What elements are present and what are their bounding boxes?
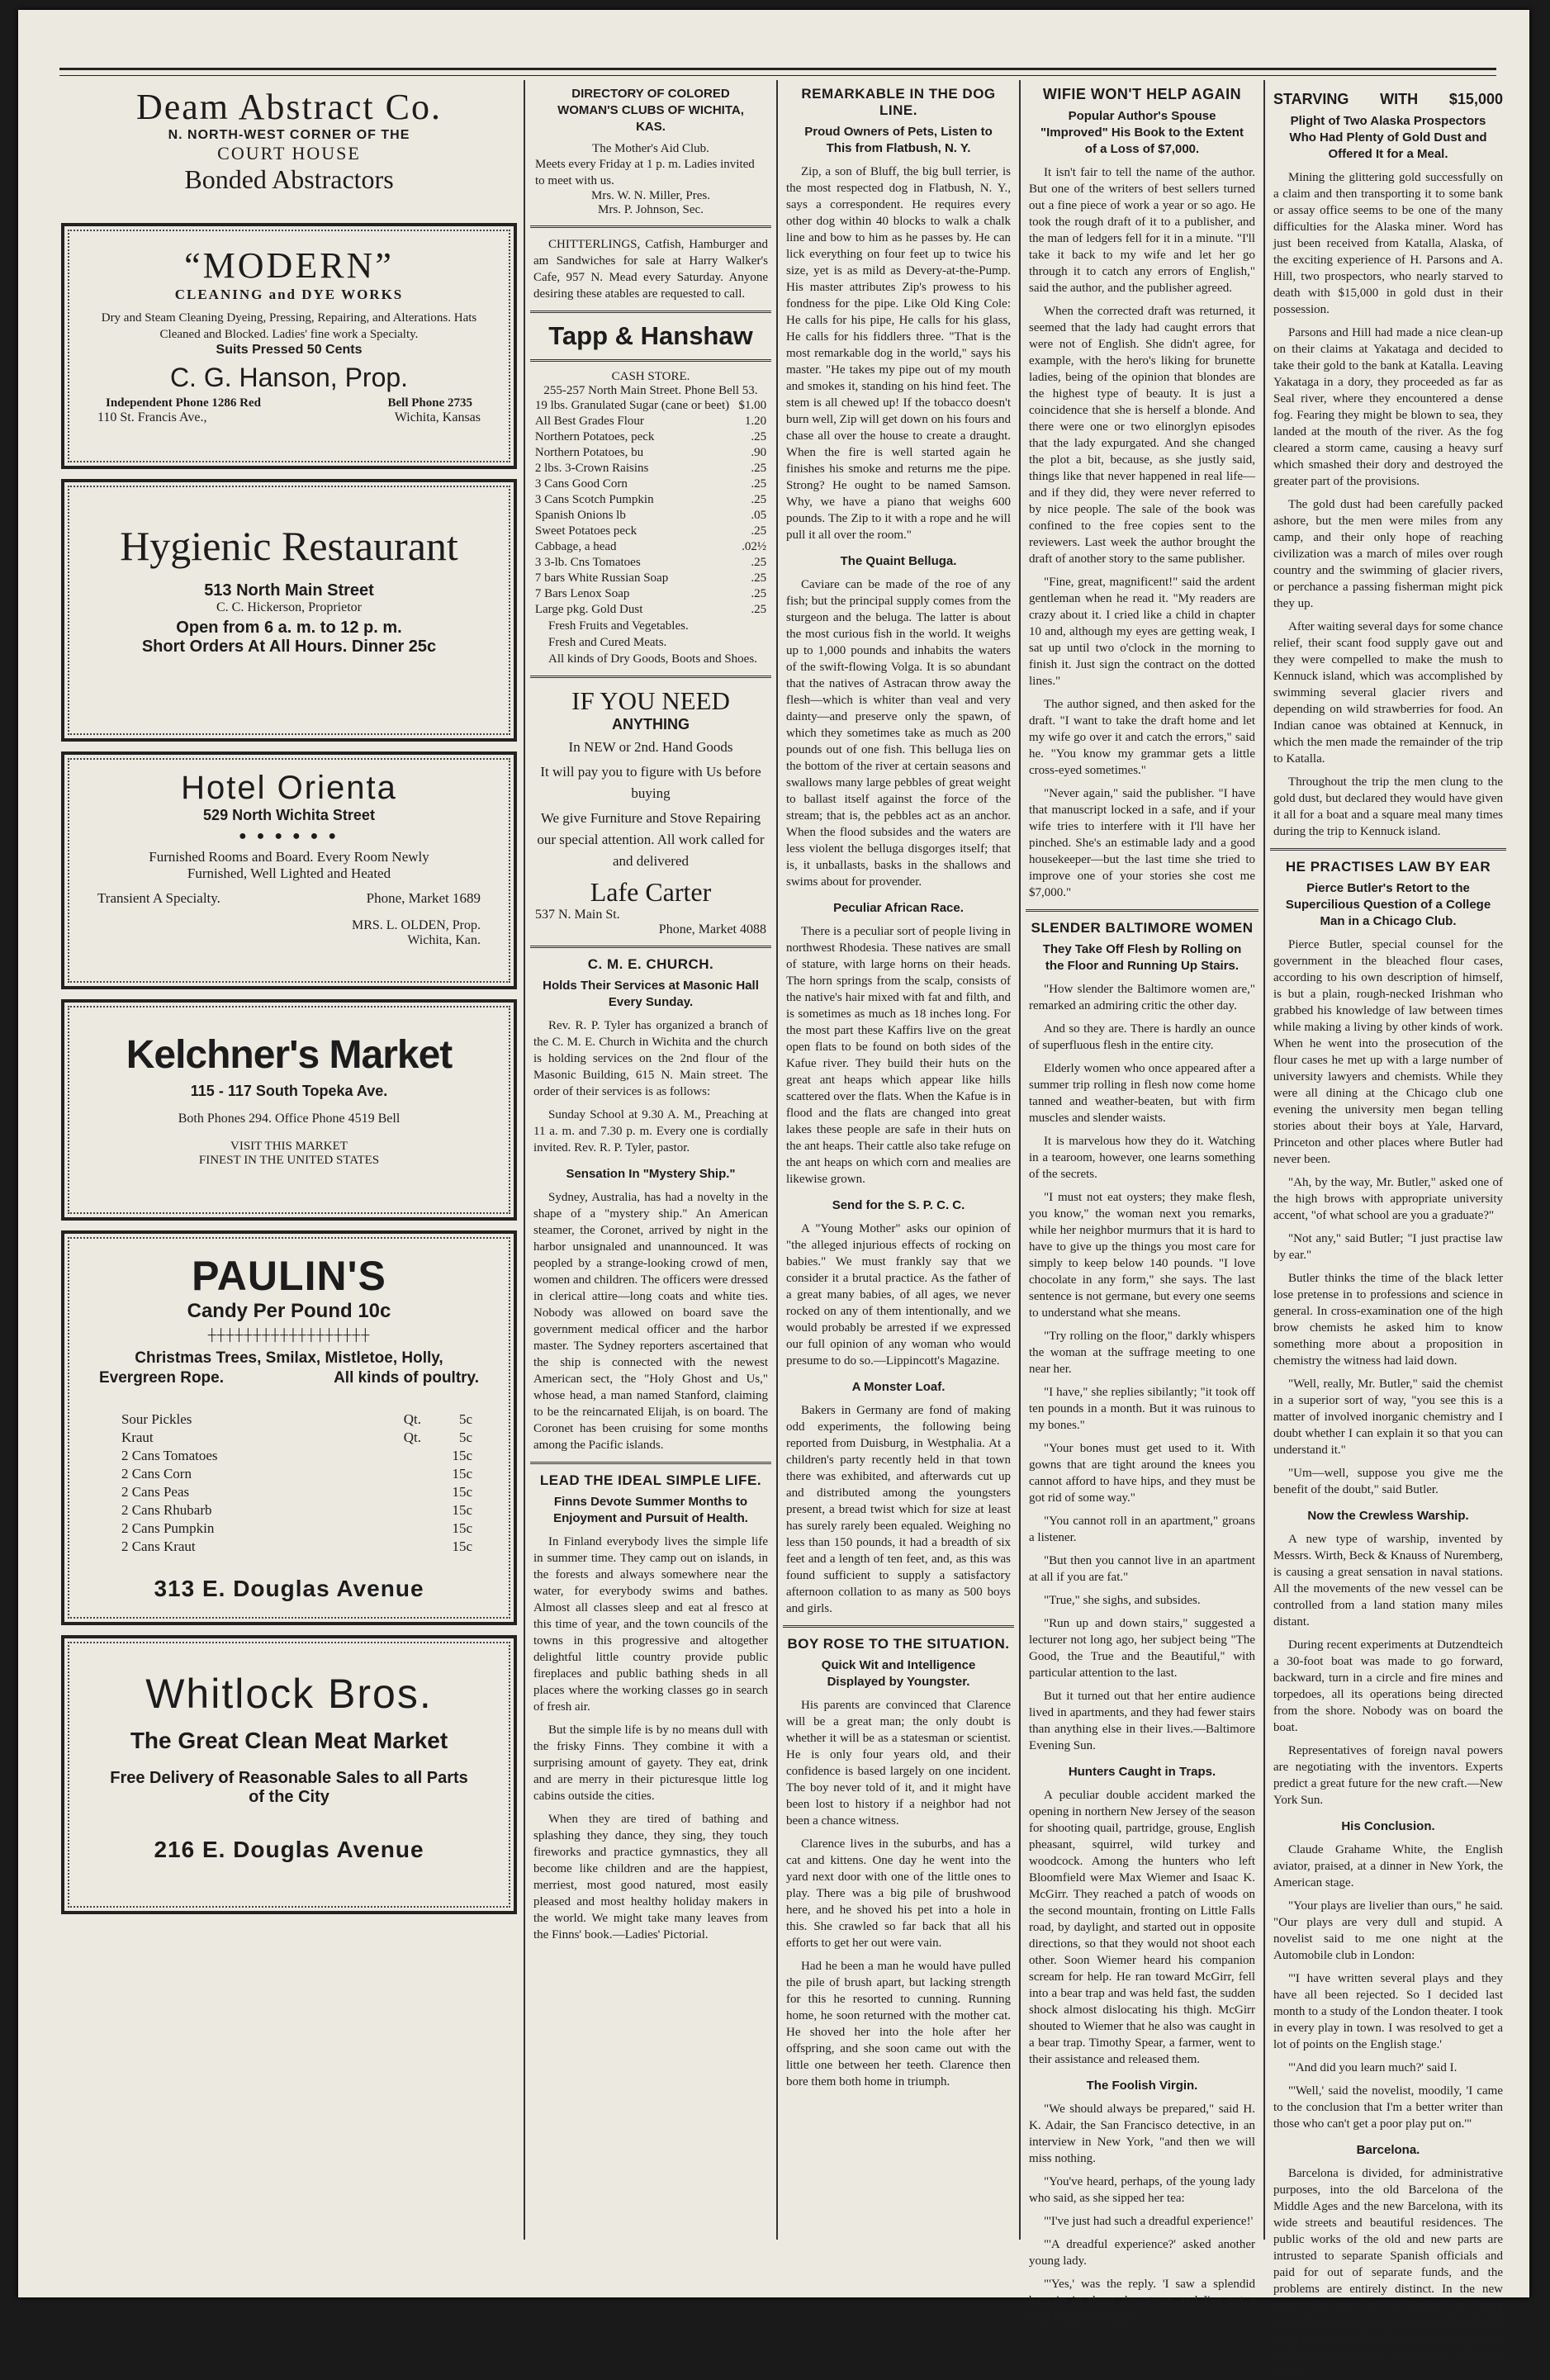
ad-text: Free Delivery of Reasonable Sales to all Parts [110, 1769, 468, 1787]
item-name: Kraut [121, 1429, 154, 1445]
item-name: Large pkg. Gold Dust [534, 603, 643, 616]
item-price: 5c [458, 1429, 473, 1445]
ad-title: Kelchner's Market [126, 1033, 453, 1077]
item-price: $1.00 [738, 399, 767, 412]
column-divider [776, 80, 778, 2240]
item-name: Cabbage, a head [534, 540, 617, 553]
article-subhead: Plight of Two Alaska Prospectors Who Had Plenty of Gold Dust and Offered It for a Meal. [1289, 114, 1487, 161]
item-price: .25 [751, 587, 767, 600]
ad-text: Short Orders At All Hours. Dinner 25c [141, 638, 437, 656]
item-name: 2 Cans Pumpkin [121, 1520, 215, 1536]
column-2 [530, 84, 771, 2248]
article-body: "'Yes,' was the reply. 'I saw a splendid bargain in shoes downtown and I've got a hole in my stocking.'" [1029, 2278, 1255, 2324]
item-name: Northern Potatoes, peck [534, 430, 655, 443]
article-body: "Well, really, Mr. Butler," said the chemist in a superior sort of way, "you see this is a matter of involved inorganic chemistry and I doubt whether I can explain it so that you can understand it." [1273, 1377, 1503, 1457]
ad-text: Fresh and Cured Meats. [548, 636, 667, 649]
article-body: "'I've just had such a dreadful experience!' [1044, 2215, 1254, 2228]
item-price: 5c [458, 1411, 473, 1427]
article-body: Zip, a son of Bluff, the big bull terrier, is the most respected dog in Flatbush, N. Y., says a correspondent. He requires every other dog within 40 blocks to walk a chalk line and bow to him as he passes by. He can lick everything on four feet up to twice his size, yet is as mild as Devery-at-the-Pump. His master attributes Zip's prowess to his fondness for the pipe. Like Old King Cole: He calls for his pipe, He calls for his glass, He calls for his fiddlers three. "That is the most remarkable dog in the world," says his master. "He takes my pipe out of my mouth and smokes it, standing on his hind feet. The stem is all chewed up! If the tobacco doesn't burn well, Zip will get down on his fours and chase all over the house to create a draught. When the fire is well started again he finishes his smoke and returns me the pipe. Strong? He ought to be named Samson. Why, we have a piano that weighs 600 pounds. The Zip to it with a rope and he will pull it all over the room." [786, 165, 1011, 542]
price-row [105, 1483, 473, 1501]
article-headline: Barcelona. [1356, 2143, 1420, 2157]
article-body: A new type of warship, invented by Messrs. Wirth, Beck & Knauss of Nuremberg, is causing a great sensation in naval stations. All the movements of the new vessel can be controlled from a land station many miles distant. [1273, 1533, 1503, 1629]
price-row [105, 1520, 473, 1538]
item-name: 2 Cans Rhubarb [121, 1502, 212, 1518]
ad-subtitle: Candy Per Pound 10c [187, 1300, 391, 1322]
item-price: .25 [751, 571, 767, 585]
column-5 [1270, 84, 1506, 2378]
article-body: Throughout the trip the men clung to the gold dust, but declared they would have given it all for a boat and a square meal many times during the trip to Kennuck island. [1273, 775, 1503, 838]
deam-abstract-ad [61, 84, 517, 208]
article-body: It isn't fair to tell the name of the author. But one of the writers of best sellers turned out a fine piece of work a year or so ago. He took the rough draft of it to a publisher, and the man of ledgers fell for it in a minute. "I'll take it back to my wife and let her go through it to catch any errors of English," said the author, and the publisher agreed. [1029, 166, 1255, 295]
item-price: .25 [751, 493, 767, 506]
article-body: After waiting several days for some chance relief, their scant food supply gave out and they were compelled to make the mush to Kennuck island, which was accomplished by swimming several glacier rivers and depending on wild strawberries for food. An Indian canoe was obtained at Kennuck, in which the men made the remainder of the trip to Katalla. [1273, 620, 1503, 766]
price-list [535, 398, 766, 618]
article-subhead: They Take Off Flesh by Rolling on the Floor and Running Up Stairs. [1042, 942, 1242, 973]
ad-proprietor: MRS. L. OLDEN, Prop. [351, 918, 481, 932]
ad-text: Fresh Fruits and Vegetables. [548, 619, 689, 633]
article-body: Elderly women who once appeared after a summer trip rolling in flesh now come home tanned and weather-beaten, but with firm muscles and slender waists. [1029, 1062, 1255, 1125]
item-unit [371, 1447, 422, 1465]
article-subhead: Popular Author's Spouse "Improved" His Book to the Extent of a Loss of $7,000. [1040, 109, 1244, 156]
price-row [105, 1447, 473, 1465]
price-row [535, 476, 766, 492]
item-price: 15c [452, 1538, 473, 1554]
price-row [105, 1465, 473, 1483]
article-headline: C. M. E. CHURCH. [587, 956, 714, 972]
article-headline: The Foolish Virgin. [1086, 2079, 1198, 2093]
article-body: Clarence lives in the suburbs, and has a cat and kittens. One day he went into the yard next door with one of the little ones to play. There was a big pile of brushwood here, and he shoved his pet into a hole in this. She crawled so far back that all his efforts to get her out were vain. [786, 1837, 1011, 1950]
article-body: It is marvelous how they do it. Watching in a tearoom, however, one learns something of the secrets. [1029, 1135, 1255, 1181]
article-body: When they are tired of bathing and splashing they dance, they sing, they touch fireworks and practice gymnastics, they all become like children and are the happiest, merriest, most good natured, most easily pleased and most healthy holiday makers in the world. We might take many leaves from the Finns' book.—Ladies' Pictorial. [533, 1813, 768, 1941]
item-price: .02½ [742, 540, 767, 553]
ad-title: Hotel Orienta [181, 770, 397, 806]
ad-phone: Bell Phone 2735 [387, 396, 472, 410]
article-body: "'I have written several plays and they have all been rejected. So I decided last month to a study of the London theater. I took in every play in town. I was resolved to get a lot of points on the English stage.' [1273, 1972, 1503, 2051]
article-body: "Fine, great, magnificent!" said the ardent gentleman when he read it. "My readers are crazy about it. I cried like a child in chapter 10 and, although my eyes are getting weak, I sat up until two o'clock in the morning to finish it. Just sign the contract on the dotted lines." [1029, 576, 1255, 688]
ad-city: Wichita, Kansas [394, 410, 481, 424]
column-divider [1019, 80, 1021, 2240]
article-body: But it turned out that her entire audience lived in apartments, and they had fewer stairs than anything else in their lives.—Baltimore Evening Sun. [1029, 1690, 1255, 1752]
item-price: 15c [452, 1484, 473, 1500]
ad-line: N. NORTH-WEST CORNER OF THE [168, 128, 410, 142]
price-row [535, 586, 766, 602]
article-body: Butler thinks the time of the black letter lose pretense in to professions and science in general. In cross-examination one of the high brow chemists he asked him to know something more about a proposition in chemistry the witness had laid down. [1273, 1272, 1503, 1368]
column-divider [524, 80, 525, 2240]
item-price: .25 [751, 524, 767, 538]
item-unit: Qt. [403, 1411, 422, 1427]
item-name: 2 Cans Kraut [121, 1538, 196, 1554]
article-subhead: Proud Owners of Pets, Listen to This from Flatbush, N. Y. [804, 125, 993, 155]
article-body: A peculiar double accident marked the opening in northern New Jersey of the season for shooting quail, partridge, grouse, English pheasant, squirrel, wild turkey and woodcock. Among the hunters who left Bloomfield were Max Wiemer and Isaac K. McGirr. They reached a patch of woods on the second mountain, fronting on Little Falls road, by daylight, and started out in opposite directions, so that they would not shoot each other. Soon Wiemer heard his companion scream for help. He ran toward McGirr, fell into a bear trap and was held fast, the sudden shock almost dislocating his thigh. McGirr shouted to Wiemer that he also was caught in a bear trap. Timothy Spear, a farmer, went to their assistance and released them. [1029, 1789, 1255, 2066]
item-name: Sweet Potatoes peck [534, 524, 638, 538]
ad-text: of the City [249, 1788, 329, 1806]
article-body: And so they are. There is hardly an ounce of superfluous flesh in the entire city. [1029, 1022, 1255, 1052]
ad-title: IF YOU NEED [571, 686, 730, 715]
article-body: "But then you cannot live in an apartment at all if you are fat." [1029, 1554, 1255, 1584]
headline-word: $15,000 [1448, 91, 1503, 107]
price-row [535, 508, 766, 524]
article-body: There is a peculiar sort of people living in northwest Rhodesia. These natives are small of stature, with large horns on their heads. The horn springs from the scalp, consists of the native's hair mixed with fat and filth, and is sometimes as much as 18 inches long. For the most part these Kaffirs live on the great open flats to be found on both sides of the Kafue river. They build their huts on the great ant heaps which appear like hills scattered over the flats. When the Kafue is in flood and the flats are changed into great lakes these people are safe in their huts on the ant heaps. Their cattle also take refuge on the ant heaps on which corn and mealies are likewise grown. [786, 925, 1011, 1186]
article-headline: The Quaint Belluga. [840, 554, 957, 568]
ad-title: Tapp & Hanshaw [548, 321, 753, 350]
item-price: .25 [751, 477, 767, 491]
article-body: Sydney, Australia, has had a novelty in the shape of a "mystery ship." An American steamer, the Coronet, arrived by night in the harbor unsignaled and unannounced. It was peopled by a strange-looking crowd of men, women and children. The officers were dressed in clerical attire—long coats and white ties. Nobody was allowed on board save the government medical officer and the harbor master. The Sydney reporters ascertained that the ship is connected with the newest American sect, the "Holy Ghost and Us," whose head, a man named Stanford, claiming to be the reincarnated Elijah, is on board. The Coronet has been cruising for some months among the Pacific islands. [533, 1191, 768, 1452]
ad-address: 313 E. Douglas Avenue [154, 1576, 424, 1601]
item-price: 1.20 [744, 415, 767, 428]
ad-address: 115 - 117 South Topeka Ave. [190, 1083, 388, 1099]
price-row [535, 461, 766, 476]
article-body: "Not any," said Butler; "I just practise law by ear." [1273, 1232, 1503, 1262]
article-subhead: The Mother's Aid Club. [592, 142, 709, 155]
article-body: "Never again," said the publisher. "I have that manuscript locked in a safe, and if your wife tries to interfere with it I'll have her pinched. She's an estimable lady and a good housekeeper—but the last time she tried to improve one of your stories she cost me $7,000." [1029, 787, 1255, 899]
article-body: "You cannot roll in an apartment," groans a listener. [1029, 1515, 1255, 1544]
item-price: .25 [751, 462, 767, 475]
item-name: 3 3-lb. Cns Tomatoes [534, 556, 641, 569]
ad-phone: Phone, Market 4088 [658, 922, 766, 936]
price-row [535, 398, 766, 414]
modern-cleaning-ad [61, 223, 517, 469]
article-body: "I must not eat oysters; they make flesh, you know," the woman next you remarks, while her neighbor murmurs that it is hard to have to give up the things you most care for simply to keep below 140 pounds. "I love chocolate in any form," she says. The last sentence is not germane, but every one seems to understand what she means. [1029, 1191, 1255, 1320]
ad-text: FINEST IN THE UNITED STATES [198, 1154, 380, 1167]
masthead-rule [59, 68, 1496, 76]
price-row [105, 1538, 473, 1556]
ad-phone: Both Phones 294. Office Phone 4519 Bell [178, 1112, 401, 1126]
ad-title: Hygienic Restaurant [120, 523, 458, 569]
article-subhead: Pierce Butler's Retort to the Supercilious Question of a College Man in a Chicago Club. [1285, 881, 1491, 928]
article-headline: LEAD THE IDEAL SIMPLE LIFE. [539, 1472, 762, 1488]
article-headline [1273, 91, 1503, 108]
ad-text: Furnished Rooms and Board. Every Room Newly [149, 849, 429, 865]
ad-text: VISIT THIS MARKET [230, 1140, 348, 1153]
item-unit [371, 1520, 422, 1538]
item-name: All Best Grades Flour [534, 415, 644, 428]
item-unit [371, 1538, 422, 1556]
item-price: .25 [751, 603, 767, 616]
item-price: 15c [452, 1520, 473, 1536]
ad-title: Whitlock Bros. [145, 1671, 433, 1717]
lafe-carter-ad [530, 686, 771, 937]
article-subhead: Quick Wit and Intelligence Displayed by Youngster. [821, 1658, 976, 1689]
article-headline: REMARKABLE IN THE DOG LINE. [801, 86, 996, 118]
article-headline: WIFIE WON'T HELP AGAIN [1042, 86, 1242, 102]
ad-text: We give Furniture and Stove Repairing our special attention. All work called for and delivered [537, 810, 765, 869]
article-body: "True," she sighs, and subsides. [1044, 1594, 1201, 1607]
ad-text: Transient A Specialty. [97, 890, 220, 906]
article-body: "You've heard, perhaps, of the young lady who said, as she sipped her tea: [1029, 2175, 1255, 2205]
item-name: Northern Potatoes, bu [534, 446, 644, 459]
ad-proprietor: C. C. Hickerson, Proprietor [216, 600, 362, 614]
ad-line: Bonded Abstractors [184, 164, 394, 194]
price-row [105, 1429, 473, 1447]
item-price: .05 [751, 509, 767, 522]
item-price: 15c [452, 1502, 473, 1518]
article-body: Representatives of foreign naval powers are negotiating with the inventors. Experts predict a great future for the new craft.—New York Sun. [1273, 1744, 1503, 1807]
ad-proprietor: C. G. Hanson, Prop. [169, 363, 409, 392]
price-row [105, 1410, 473, 1429]
article-body: Caviare can be made of the roe of any fish; but the principal supply comes from the sturgeon and the beluga. The latter is about the most curious fish in the world. It weighs up to 1,000 pounds and inhabits the waters of the swift-flowing Volga. It is so abundant that the natives of Astracan throw away the flesh—which is whiter than veal and very dainty—and preserve only the spawn, of which they sometimes take as much as 200 pounds out of one fish. This belluga lies on the bottom of the river at certain seasons and swallows many large pebbles of great weight to ballast itself against the force of the stream; that is, the pebbles act as an anchor. When the flood subsides and the waters are less violent the belluga disgorges itself; that is, it unballasts, basks in the shallows and swims about for provender. [786, 578, 1011, 889]
ad-address: 216 E. Douglas Avenue [154, 1837, 424, 1862]
article-body: Mining the glittering gold successfully on a claim and then transporting it to some bank or assay office seems to be one of the many difficulties for the Alaska miner. Word has just been received from Katalla, Alaska, of the exciting experience of H. Parsons and A. Hill, two prospectors, who nearly starved to death with $15,000 in gold dust in their possession. [1273, 171, 1503, 316]
article-body: "How slender the Baltimore women are," remarked an admiring critic the other day. [1029, 983, 1255, 1012]
ad-address: 537 N. Main St. [535, 908, 620, 922]
ornament: ┼┼┼┼┼┼┼┼┼┼┼┼┼┼┼┼┼┼ [207, 1330, 371, 1342]
article-body: "Your plays are livelier than ours," he said. "Our plays are very dull and stupid. A novelist said to me one night at the Automobile club in London: [1273, 1899, 1503, 1962]
ad-subtitle: ANYTHING [612, 716, 690, 732]
ad-text: Christmas Trees, Smilax, Mistletoe, Holly, [135, 1349, 443, 1367]
item-name: 2 Cans Peas [121, 1484, 190, 1500]
price-row [105, 1501, 473, 1520]
article-body: During recent experiments at Dutzendteich a 30-foot boat was made to go forward, backward, turn in a circle and fire mines and torpedoes, all its operations being directed from the shore. Nobody was on board the boat. [1273, 1638, 1503, 1734]
hygienic-restaurant-ad [61, 479, 517, 742]
article-body: Bakers in Germany are fond of making odd experiments, the following being reported from Duisburg, in Westphalia. At a children's party recently held in that town there was exhibited, and afterwards cut up and distributed among the youngsters present, a bread twist which for size at least has surely rarely been equaled. Weighing no less than 150 pounds, it had a breadth of six feet and a length of ten feet, and, as this was found sufficient to supply a satisfactory afternoon collation to as many as 500 boys and girls. [786, 1404, 1011, 1615]
ad-hours: Open from 6 a. m. to 12 p. m. [176, 619, 402, 637]
article-body: But the simple life is by no means dull with the frisky Finns. They combine it with a surprising amount of gayety. They eat, drink and are merry in their picturesque little log cabins outside the cities. [533, 1723, 768, 1803]
ad-subtitle: The Great Clean Meat Market [130, 1728, 448, 1753]
price-row [535, 429, 766, 445]
item-price: .25 [751, 430, 767, 443]
article-headline: Peculiar African Race. [833, 901, 964, 915]
price-row [535, 571, 766, 586]
ad-subtitle: CASH STORE. [611, 370, 690, 383]
price-row [535, 539, 766, 555]
item-name: Spanish Onions lb [534, 509, 626, 522]
article-line: Mrs. W. N. Miller, Pres. [591, 189, 710, 202]
article-line: Mrs. P. Johnson, Sec. [598, 203, 704, 216]
item-name: Sour Pickles [121, 1411, 192, 1427]
price-list [105, 1410, 473, 1556]
ad-city: Wichita, Kan. [407, 933, 481, 947]
ad-address: 110 St. Francis Ave., [97, 410, 207, 424]
item-unit: Qt. [403, 1429, 422, 1445]
article-body: When the corrected draft was returned, it seemed that the lady had caught errors that were not of English. She didn't agree, for example, with the hero's liking for brunette ladies, being of the opinion that blondes are the highest type of beauty. It is just a coincidence that she is herself a blonde. And there were one or two elinorglyn episodes that the lady expurgated. And she changed the plot a bit, because, as she justly said, things like that never happened in real life—and if they did, they were never referred to by nice people. The sale of the book was confined to the free copies sent to the reviewers. Last week the author brought the draft of another story to the same publisher. [1029, 305, 1255, 566]
price-row [535, 492, 766, 508]
ad-text: All kinds of poultry. [334, 1369, 479, 1387]
column-3 [783, 84, 1014, 2248]
article-headline: His Conclusion. [1341, 1819, 1435, 1833]
article-body: Claude Grahame White, the English aviator, praised, at a dinner in New York, the American stage. [1273, 1843, 1503, 1889]
ornament: ● ● ● ● ● ● [239, 829, 339, 843]
ad-text: Dry and Steam Cleaning Dyeing, Pressing, Repairing, and Alterations. Hats Cleaned and Blocked. Ladies' fine work a Specialty. [101, 311, 477, 341]
kelchner-market-ad [61, 999, 517, 1221]
ad-title: Deam Abstract Co. [135, 87, 443, 127]
article-headline: BOY ROSE TO THE SITUATION. [787, 1636, 1010, 1652]
price-row [535, 555, 766, 571]
article-headline: HE PRACTISES LAW BY EAR [1285, 859, 1491, 875]
item-name: 3 Cans Scotch Pumpkin [534, 493, 654, 506]
article-body: Barcelona is divided, for administrative purposes, into the old Barcelona of the Middle Ages and the new Barcelona, with its wide streets and beautiful residences. The public works of the old and new parts are intrusted to separate Spanish officials and paid for out of separate funds, and the problems are entirely distinct. In the new town the sum of $6,500,000 is being expended on a sewerage system, while the old town is mediaeval in this as in other respects, and even has a bit of sewer built in Roman times. [1273, 2167, 1503, 2378]
price-row [535, 602, 766, 618]
ad-line: COURT HOUSE [217, 143, 361, 164]
price-row [535, 414, 766, 429]
article-headline: A Monster Loaf. [851, 1380, 946, 1394]
column-4 [1026, 84, 1258, 2324]
item-name: 2 Cans Tomatoes [121, 1448, 218, 1463]
article-body: "Your bones must get used to it. With gowns that are tight around the knees you cannot afford to have hips, and they must be got rid of some way." [1029, 1442, 1255, 1505]
ad-text: Suits Pressed 50 Cents [216, 343, 363, 357]
ad-title: Lafe Carter [590, 877, 712, 907]
headline-word: STARVING [1273, 91, 1349, 107]
ad-title: PAULIN'S [192, 1253, 386, 1299]
ads-column [61, 84, 517, 2248]
column-divider [1263, 80, 1265, 2240]
ad-address: 513 North Main Street [204, 581, 374, 600]
article-body: Rev. R. P. Tyler has organized a branch of the C. M. E. Church in Wichita and the church is holding services on the 2nd flour of the Masonic Building, 615 N. Main street. The order of their services is as follows: [533, 1019, 768, 1098]
article-headline: Send for the S. P. C. C. [832, 1198, 965, 1212]
article-body: "Um—well, suppose you give me the benefit of the doubt," said Butler. [1273, 1467, 1503, 1496]
item-price: 15c [452, 1466, 473, 1482]
article-body: "'A dreadful experience?' asked another young lady. [1029, 2238, 1255, 2268]
ad-phone: Phone, Market 1689 [366, 890, 481, 906]
item-name: 7 bars White Russian Soap [534, 571, 669, 585]
article-body: Had he been a man he would have pulled the pile of brush apart, but lacking strength for this he resorted to cunning. Running home, he soon returned with the mother cat. He shoved her into the hole after her offspring, and she soon came out with the little one between her teeth. Clarence then bore them both home in triumph. [786, 1960, 1011, 2088]
article-body: Pierce Butler, special counsel for the government in the bleached flour cases, according to his own description of himself, is but a plain, rough-necked Irishman who grabbed his knowledge of law between times while making a living by other kinds of work. When he went into the prosecution of the flour cases he met up with a large number of university lawyers and chemists. While they were all dining at the Chicago club one evening the university men began telling stories about their boys at Yale, Harvard, Princeton and other places where Butler had never been. [1273, 938, 1503, 1166]
ad-text: Furnished, Well Lighted and Heated [187, 865, 391, 881]
ad-text: In NEW or 2nd. Hand Goods [568, 739, 733, 755]
price-row [535, 524, 766, 539]
headline-word: WITH [1380, 91, 1419, 107]
article-body: "Try rolling on the floor," darkly whispers the woman at the suffrage meeting to one near her. [1029, 1330, 1255, 1376]
article-body: A "Young Mother" asks our opinion of "the alleged injurious effects of rocking on babies." We must frankly say that we consider it a brutal practice. As the father of a great many babies, of all ages, we never rocked on any of them intentionally, and we would probably be arrested if we expressed our full opinion of any woman who would presume to do so.—Lippincott's Magazine. [786, 1222, 1011, 1368]
hotel-orienta-ad [61, 751, 517, 989]
ad-text: Evergreen Rope. [99, 1369, 224, 1387]
article-body: In Finland everybody lives the simple life in summer time. They camp out on islands, in the forests and always somewhere near the water, for everybody swims and bathes. Almost all classes sleep and eat al fresco at this time of year, and the town councils of the towns in this progressive and altogether delightful little country provide public fireplaces and public bathing sheds in all places where the working classes go in search of fresh air. [533, 1535, 768, 1714]
item-name: 3 Cans Good Corn [534, 477, 628, 491]
ad-address: 255-257 North Main Street. Phone Bell 53. [543, 384, 758, 397]
item-name: 2 lbs. 3-Crown Raisins [534, 462, 649, 475]
article-body: "We should always be prepared," said H. K. Adair, the San Francisco detective, in an interview in New York, "and then we will miss nothing. [1029, 2103, 1255, 2165]
paulins-ad [61, 1230, 517, 1625]
item-price: 15c [452, 1448, 473, 1463]
ad-address: 529 North Wichita Street [203, 807, 375, 823]
item-unit [371, 1465, 422, 1483]
article-body: His parents are convinced that Clarence will be a great man; the only doubt is whether it will be as a statesman or scientist. He is only four years old, and their confidence is based largely on one incident. The boy never told of it, and it might have been lost to history if a neighbor had not been a chance witness. [786, 1699, 1011, 1828]
article-body: The gold dust had been carefully packed ashore, but the men were miles from any camp, and their only hope of reaching civilization was a march of miles over rough country and the swimming of glacier rivers, or perchance a passing fisherman might pick they up. [1273, 498, 1503, 610]
article-body: "'Well,' said the novelist, moodily, 'I came to the conclusion that I'm a better writer than those who can't get a poor play put on.'" [1273, 2084, 1503, 2131]
whitlock-bros-ad [61, 1635, 517, 1914]
article-body: CHITTERLINGS, Catfish, Hamburger and am Sandwiches for sale at Harry Walker's Cafe, 957 N. Mead every Saturday. Anyone desiring these atables are requested to call. [533, 238, 768, 301]
item-name: 2 Cans Corn [121, 1466, 192, 1482]
item-price: .25 [751, 556, 767, 569]
article-body: "Ah, by the way, Mr. Butler," asked one of the high brows with appropriate university accent, "of what school are you a graduate?" [1273, 1176, 1503, 1222]
article-body: The author signed, and then asked for the draft. "I want to take the draft home and let my wife go over it and catch the errors," said he. "You know my grammar gets a little cross-eyed sometimes." [1029, 698, 1255, 777]
article-body: Parsons and Hill had made a nice clean-up on their claims at Yakataga and decided to take their gold to the bank at Katalla. Leaving Yakataga in a dory, they proceeded as far as Seal river, where they encountered a dense fog. Fearing they might be blown to sea, they landed at the mouth of the river. As the fog cleared a storm came, causing a heavy surf which smashed their dory and destroyed the greater part of the provisions. [1273, 326, 1503, 488]
article-subhead: Holds Their Services at Masonic Hall Every Sunday. [543, 979, 759, 1009]
article-headline: Hunters Caught in Traps. [1068, 1765, 1216, 1779]
ad-title: “MODERN” [184, 245, 394, 286]
price-row [535, 445, 766, 461]
item-price: .90 [751, 446, 767, 459]
article-headline: Sensation In "Mystery Ship." [566, 1167, 736, 1181]
article-body: "Run up and down stairs," suggested a lecturer not long ago, her subject being "The Good, the True and the Beautiful," with particular attention to the last. [1029, 1617, 1255, 1680]
ad-subtitle: CLEANING and DYE WORKS [174, 287, 404, 302]
item-unit [371, 1501, 422, 1520]
article-body: Meets every Friday at 1 p. m. Ladies invited to meet with us. [535, 158, 755, 187]
item-unit [371, 1483, 422, 1501]
article-subhead: Finns Devote Summer Months to Enjoyment and Pursuit of Health. [553, 1495, 748, 1525]
ad-phone: Independent Phone 1286 Red [106, 396, 261, 410]
article-headline: SLENDER BALTIMORE WOMEN [1031, 920, 1254, 936]
ad-text: All kinds of Dry Goods, Boots and Shoes. [548, 652, 757, 666]
article-body: Sunday School at 9.30 A. M., Preaching at 11 a. m. and 7.30 p. m. Every one is cordially invited. Rev. R. P. Tyler, pastor. [533, 1108, 768, 1154]
newspaper-page [18, 10, 1529, 2378]
article-headline: DIRECTORY OF COLORED WOMAN'S CLUBS OF WICHITA, KAS. [557, 87, 744, 134]
article-body: "I have," she replies sibilantly; "it took off ten pounds in a month. But it was ruinous to my bones." [1029, 1386, 1255, 1432]
item-name: 7 Bars Lenox Soap [534, 587, 630, 600]
item-name: 19 lbs. Granulated Sugar (cane or beet) [534, 399, 730, 412]
ad-text: It will pay you to figure with Us before buying [540, 764, 761, 801]
article-headline: Now the Crewless Warship. [1307, 1509, 1469, 1523]
article-body: "'And did you learn much?' said I. [1288, 2061, 1458, 2074]
